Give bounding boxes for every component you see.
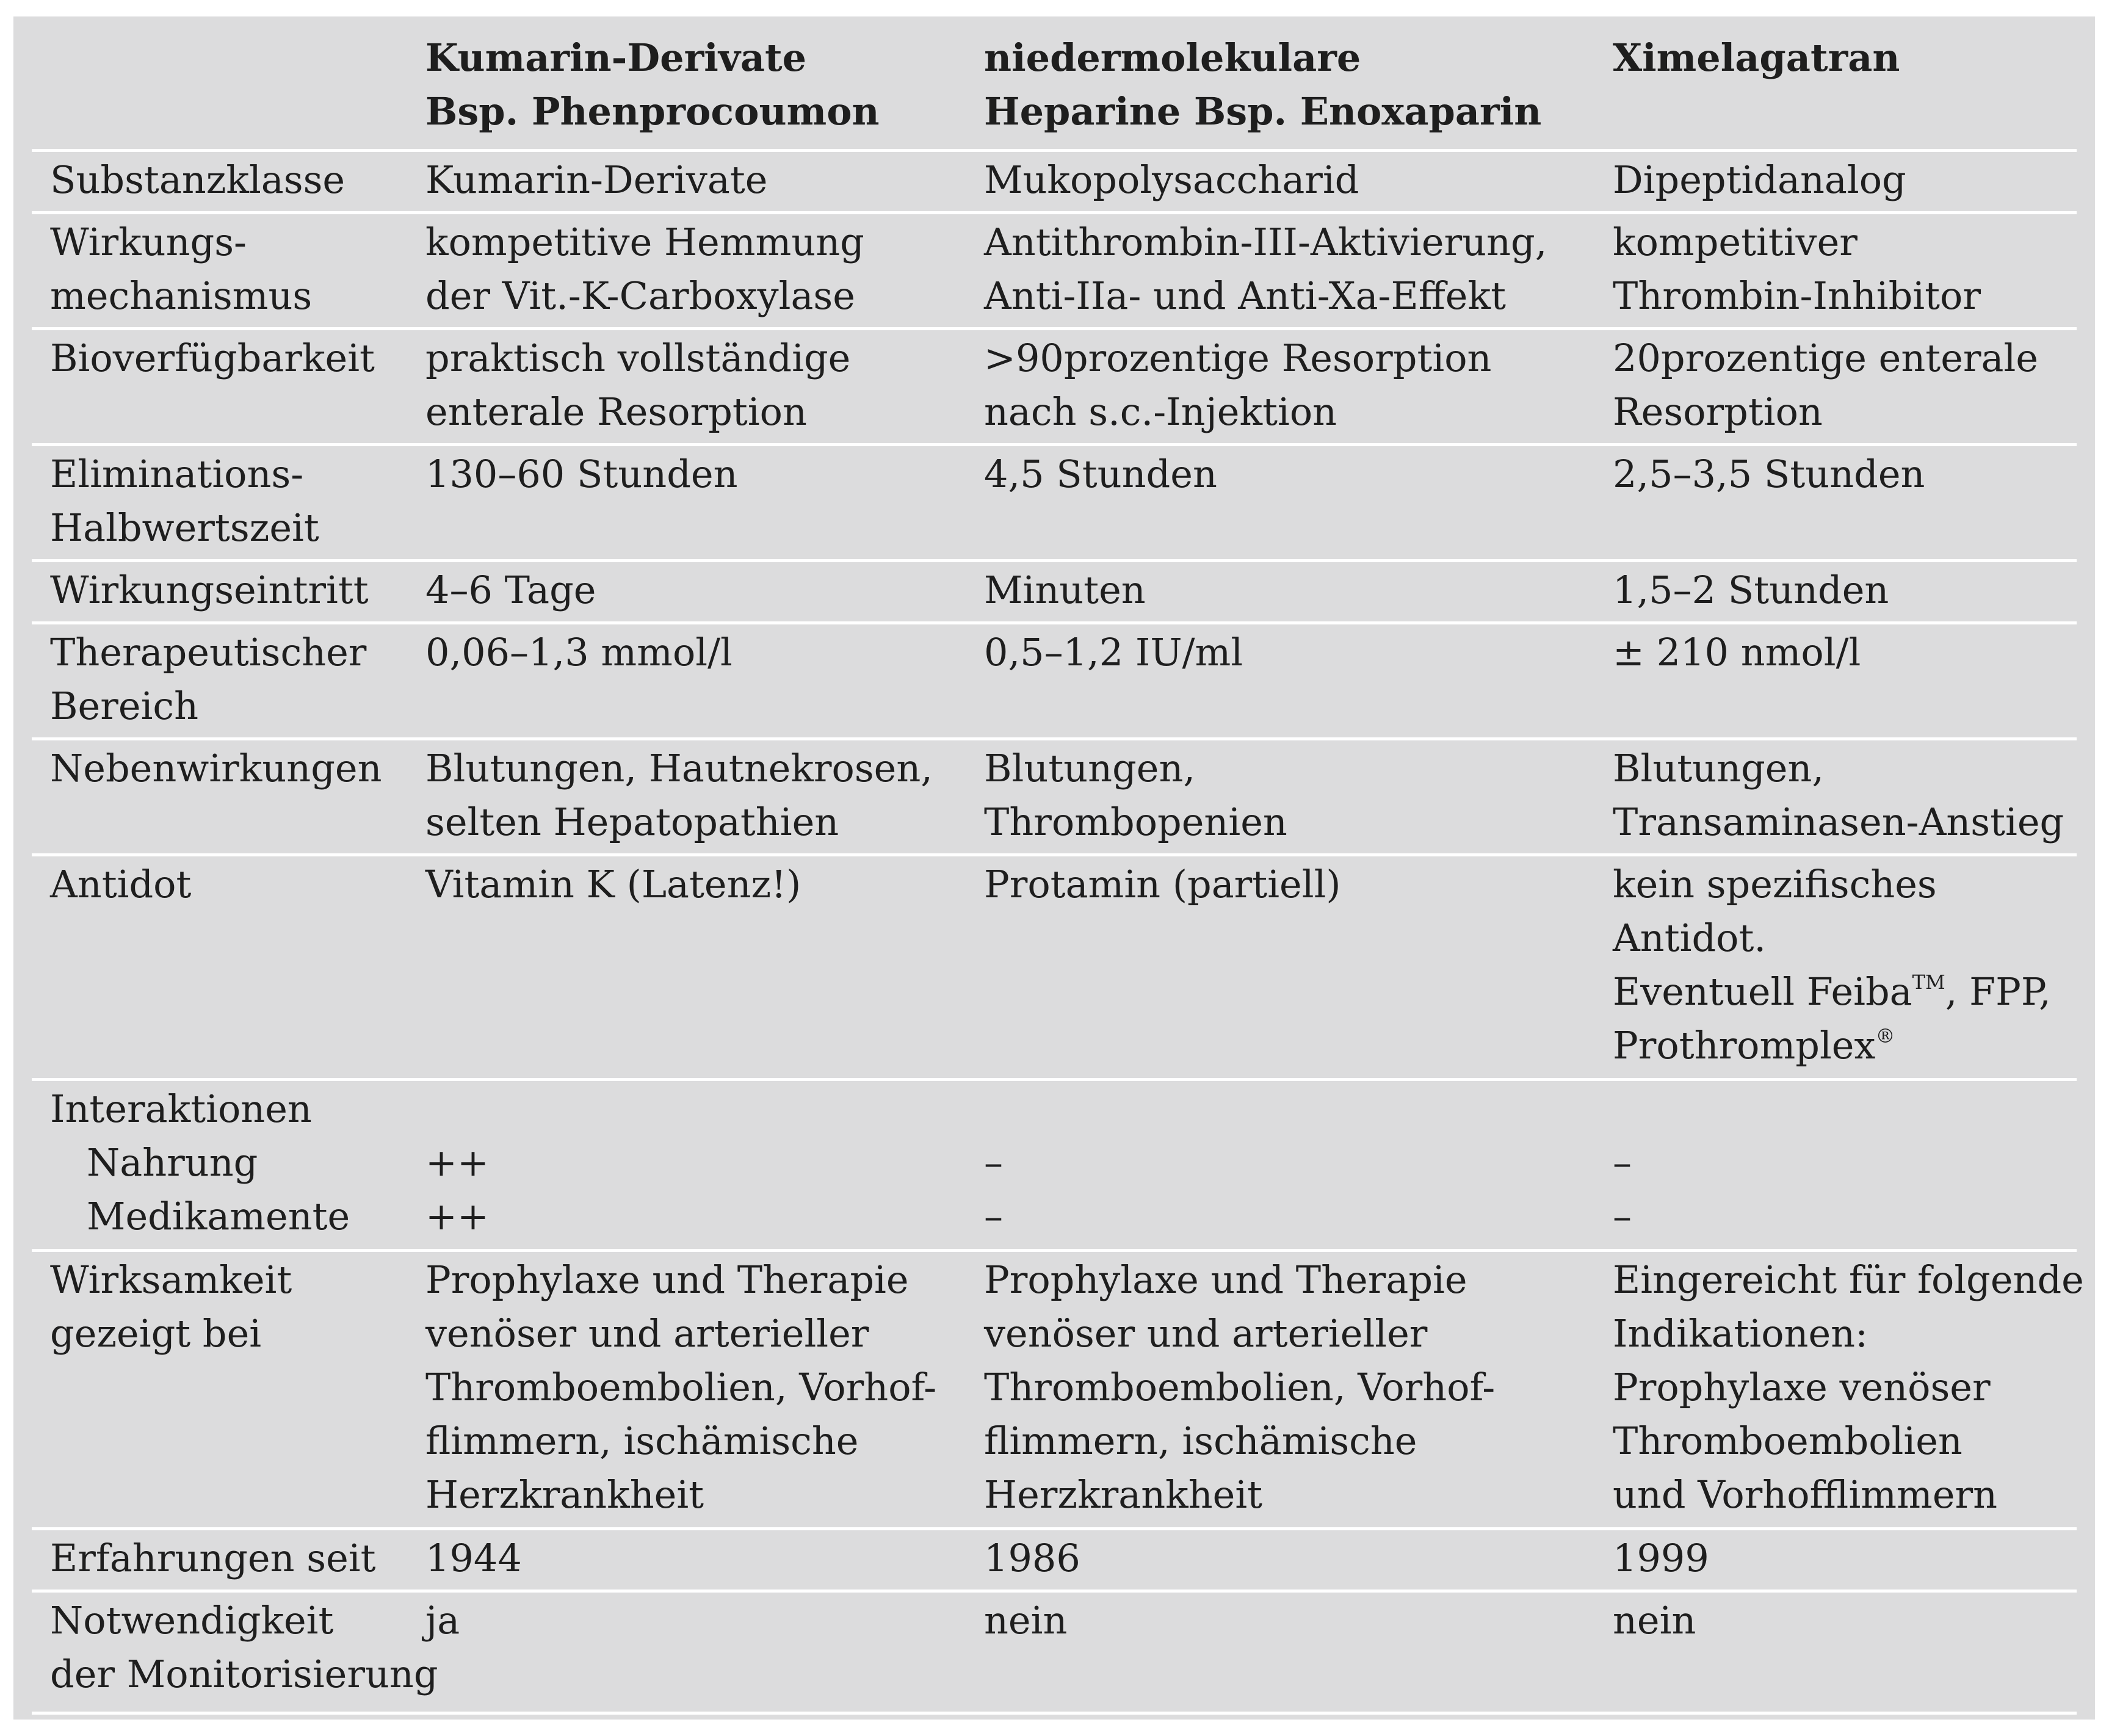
label-text: Bioverfügbarkeit (50, 336, 375, 380)
label-text: Notwendigkeit (50, 1598, 334, 1643)
header-text: Ximelagatran (1613, 35, 1900, 80)
cell-text: ++ (425, 1140, 489, 1185)
cell-text: Thromboembolien, Vorhof- (425, 1365, 937, 1409)
label-text: Antidot (50, 862, 192, 906)
cell (425, 742, 933, 849)
cell (1613, 563, 1889, 617)
cell (984, 1532, 1080, 1585)
row-label (50, 1532, 376, 1585)
label-text: der Monitorisierung (50, 1652, 438, 1696)
cell (1613, 626, 1861, 679)
cell-text: – (984, 1194, 1003, 1239)
cell-text: Herzkrankheit (425, 1472, 704, 1517)
cell-text: venöser und arterieller (984, 1311, 1428, 1356)
text-part: , FPP, (1945, 969, 2051, 1014)
cell (984, 1253, 1495, 1522)
label-text: Wirkungs- (50, 220, 247, 264)
cell-text: Herzkrankheit (984, 1472, 1263, 1517)
cell (425, 626, 733, 679)
row-label (50, 1253, 292, 1361)
table-row (32, 740, 2077, 856)
cell (1613, 1082, 1632, 1243)
cell-text: Antithrombin-III-Aktivierung, (984, 220, 1547, 264)
cell (984, 447, 1217, 501)
table-row (32, 1530, 2077, 1593)
cell (984, 626, 1243, 679)
header-text: Bsp. Phenprocoumon (425, 89, 880, 134)
cell-text: nach s.c.-Injektion (984, 389, 1337, 434)
label-text: Nahrung (87, 1140, 258, 1185)
cell (1613, 858, 2051, 1072)
cell-text: praktisch vollständige (425, 336, 851, 380)
cell-text: kompetitive Hemmung (425, 220, 864, 264)
cell (425, 153, 767, 207)
cell-text: nein (984, 1598, 1068, 1643)
cell-text: ++ (425, 1194, 489, 1239)
cell-text: 0,06–1,3 mmol/l (425, 630, 733, 675)
cell-text: Mukopolysaccharid (984, 157, 1359, 202)
table-panel (13, 16, 2095, 1720)
cell-text: Blutungen, Hautnekrosen, (425, 746, 933, 790)
cell-text: Thrombopenien (984, 800, 1287, 844)
cell-text: selten Hepatopathien (425, 800, 839, 844)
cell-text: Dipeptidanalog (1613, 157, 1906, 202)
cell-text: 4–6 Tage (425, 568, 596, 612)
cell-text: der Vit.-K-Carboxylase (425, 273, 855, 318)
row-label (50, 742, 382, 795)
cell-text: 4,5 Stunden (984, 452, 1217, 496)
cell-text: Vitamin K (Latenz!) (425, 862, 801, 906)
cell (425, 331, 850, 439)
cell (1613, 1594, 1696, 1647)
cell-text: 130–60 Stunden (425, 452, 738, 496)
cell-text: ± 210 nmol/l (1613, 630, 1861, 675)
cell-text: Kumarin-Derivate (425, 157, 768, 202)
table-row (32, 1252, 2084, 1530)
label-text: Wirksamkeit (50, 1257, 292, 1302)
label-text: Erfahrungen seit (50, 1536, 376, 1580)
cell-text: Transaminasen-Anstieg (1613, 800, 2064, 844)
label-text: Halbwertszeit (50, 505, 319, 550)
row-label (50, 153, 345, 207)
header-ximelagatran (1613, 31, 1900, 85)
cell-text: Blutungen, (1613, 746, 1825, 790)
row-label (50, 1082, 350, 1243)
cell (425, 1594, 460, 1647)
cell (1613, 331, 2038, 439)
table-row (32, 330, 2077, 446)
table-header-row (32, 30, 2077, 152)
cell (1613, 447, 1925, 501)
cell-text: kompetitiver (1613, 220, 1858, 264)
cell (425, 447, 738, 501)
cell-text: – (984, 1140, 1003, 1185)
cell-text: nein (1613, 1598, 1696, 1643)
cell-text: enterale Resorption (425, 389, 807, 434)
cell-text: Thromboembolien (1613, 1419, 1962, 1463)
cell (984, 563, 1146, 617)
cell (1613, 1253, 2084, 1522)
cell-text: Indikationen: (1613, 1311, 1868, 1356)
cell (425, 215, 864, 323)
cell (984, 1082, 1003, 1243)
row-label (50, 331, 375, 385)
cell-text: Prophylaxe und Therapie (984, 1257, 1467, 1302)
table-row (32, 562, 2077, 624)
trademark-mark: TM (1912, 971, 1945, 994)
cell (1613, 742, 2064, 849)
cell-text: Prophylaxe und Therapie (425, 1257, 909, 1302)
cell-text (1613, 1019, 2051, 1072)
header-text: Kumarin-Derivate (425, 35, 807, 80)
cell-text: – (1613, 1140, 1632, 1185)
row-label (50, 215, 312, 323)
label-text: Bereich (50, 684, 199, 728)
cell-text: Thromboembolien, Vorhof- (984, 1365, 1496, 1409)
cell-text: flimmern, ischämische (984, 1419, 1417, 1463)
cell-text: Anti-IIa- und Anti-Xa-Effekt (984, 273, 1506, 318)
label-text: Wirkungseintritt (50, 568, 369, 612)
label-text: Eliminations- (50, 452, 304, 496)
cell-text: 0,5–1,2 IU/ml (984, 630, 1243, 675)
cell-text: Protamin (partiell) (984, 862, 1341, 906)
row-label (50, 858, 191, 911)
registered-mark: ® (1875, 1024, 1895, 1047)
table-row (32, 214, 2077, 330)
cell (425, 563, 596, 617)
cell-text: Prophylaxe venöser (1613, 1365, 1991, 1409)
table-row (32, 152, 2077, 214)
cell-text: 1999 (1613, 1536, 1709, 1580)
row-label (50, 1594, 438, 1701)
header-heparine (984, 31, 1541, 139)
header-kumarin (425, 31, 880, 139)
cell-text: 1986 (984, 1536, 1080, 1580)
cell (425, 1082, 489, 1243)
cell (425, 1532, 522, 1585)
table-row (32, 856, 2077, 1081)
cell (425, 858, 801, 911)
cell (984, 215, 1547, 323)
cell-text: 1944 (425, 1536, 522, 1580)
cell-text: – (1613, 1194, 1632, 1239)
cell-text: Blutungen, (984, 746, 1196, 790)
label-text: Therapeutischer (50, 630, 367, 675)
text-part: Eventuell Feiba (1613, 969, 1912, 1014)
cell (984, 742, 1287, 849)
cell-text: Minuten (984, 568, 1146, 612)
cell (1613, 1532, 1709, 1585)
cell-text: Thrombin-Inhibitor (1613, 273, 1981, 318)
comparison-table (32, 30, 2084, 1715)
cell (984, 153, 1359, 207)
cell-text: flimmern, ischämische (425, 1419, 859, 1463)
cell-text: 20prozentige enterale (1613, 336, 2039, 380)
row-label (50, 626, 366, 733)
cell (1613, 215, 1981, 323)
table-row (32, 624, 2077, 740)
cell-text: Eingereicht für folgende (1613, 1257, 2084, 1302)
label-text: gezeigt bei (50, 1311, 262, 1356)
table-row (32, 1081, 2077, 1252)
label-text: Interaktionen (50, 1087, 312, 1131)
cell-text: kein spezifisches (1613, 862, 1937, 906)
header-text: niedermolekulare (984, 35, 1361, 80)
text-part: Prothromplex (1613, 1023, 1876, 1068)
label-text: Medikamente (87, 1194, 350, 1239)
cell-text: >90prozentige Resorption (984, 336, 1492, 380)
cell-text: ja (425, 1598, 460, 1643)
cell-text: 1,5–2 Stunden (1613, 568, 1889, 612)
table-row (32, 1593, 2077, 1715)
cell-text: und Vorhofflimmern (1613, 1472, 1998, 1517)
cell-text (1613, 965, 2051, 1019)
label-text: Nebenwirkungen (50, 746, 382, 790)
cell (984, 1594, 1067, 1647)
row-label (50, 563, 369, 617)
label-text: Substanzklasse (50, 157, 345, 202)
cell (984, 331, 1491, 439)
table-row (32, 446, 2077, 562)
cell (984, 858, 1341, 911)
header-text: Heparine Bsp. Enoxaparin (984, 89, 1542, 134)
row-label (50, 447, 319, 555)
cell-text: Resorption (1613, 389, 1823, 434)
cell-text: Antidot. (1613, 916, 1767, 960)
cell-text: 2,5–3,5 Stunden (1613, 452, 1925, 496)
cell (425, 1253, 936, 1522)
label-text: mechanismus (50, 273, 313, 318)
cell-text: venöser und arterieller (425, 1311, 869, 1356)
cell (1613, 153, 1906, 207)
